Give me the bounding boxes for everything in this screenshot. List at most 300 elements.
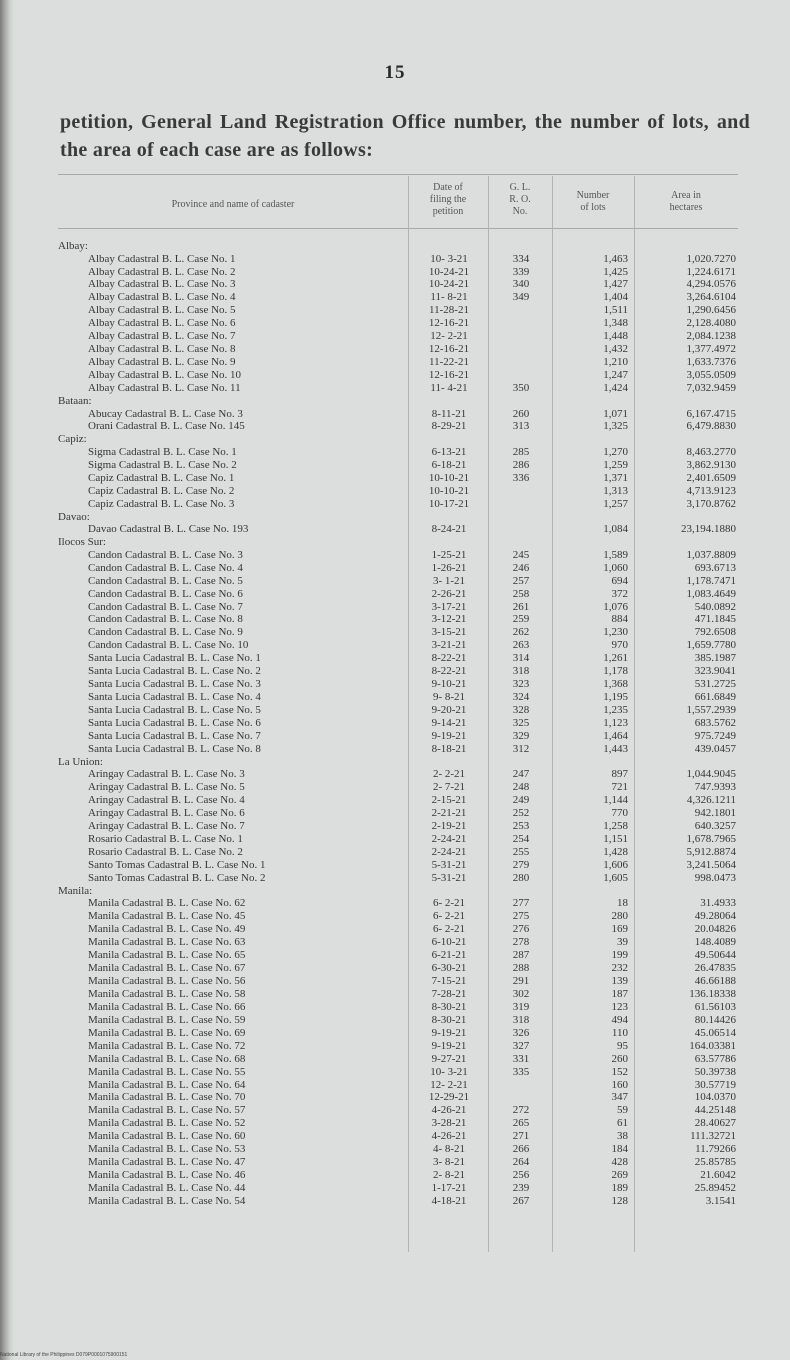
lot-count: 1,258 [603, 820, 628, 833]
area-hectares: 531.2725 [694, 678, 736, 691]
area-hectares: 45.06514 [694, 1026, 736, 1039]
table-row [58, 562, 738, 575]
area-hectares: 31.4933 [700, 897, 736, 910]
glro-number: 275 [512, 910, 530, 923]
glro-number: 247 [512, 768, 530, 781]
lot-count: 139 [611, 975, 628, 988]
table-row [58, 369, 738, 382]
area-hectares: 747.9393 [694, 781, 736, 794]
glro-number: 280 [512, 871, 530, 884]
area-hectares: 1,037.8809 [686, 548, 736, 561]
area-hectares: 1,678.7965 [686, 833, 736, 846]
area-hectares: 4,326.1211 [686, 794, 736, 807]
cadaster-name: Aringay Cadastral B. L. Case No. 7 [88, 820, 245, 833]
glro-number: 340 [512, 278, 530, 291]
filing-date: 4-26-21 [431, 1130, 467, 1143]
lot-count: 1,424 [603, 381, 628, 394]
filing-date: 8-22-21 [431, 652, 467, 665]
cadaster-name: Candon Cadastral B. L. Case No. 5 [88, 574, 243, 587]
filing-date: 10-10-21 [428, 471, 470, 484]
cadaster-name: Candon Cadastral B. L. Case No. 6 [88, 587, 243, 600]
table-row [58, 936, 738, 949]
lot-count: 1,144 [603, 794, 628, 807]
lot-count: 59 [617, 1104, 628, 1117]
lot-count: 1,076 [603, 600, 628, 613]
cadaster-name: Santa Lucia Cadastral B. L. Case No. 4 [88, 691, 261, 704]
glro-number: 334 [512, 252, 530, 265]
lot-count: 1,404 [603, 291, 628, 304]
filing-date: 10-24-21 [428, 265, 470, 278]
province-name: Albay: [58, 240, 88, 252]
area-hectares: 104.0370 [694, 1091, 736, 1104]
lot-count: 280 [611, 910, 628, 923]
table-row [58, 949, 738, 962]
glro-number: 327 [512, 1039, 530, 1052]
table-row [58, 485, 738, 498]
filing-date: 5-31-21 [431, 871, 467, 884]
lot-count: 1,448 [603, 330, 628, 343]
filing-date: 3-21-21 [431, 639, 467, 652]
header-name: Province and name of cadaster [171, 199, 295, 210]
area-hectares: 20.04826 [694, 923, 736, 936]
lot-count: 1,589 [603, 548, 628, 561]
filing-date: 8-29-21 [431, 420, 467, 433]
area-hectares: 6,479.8830 [686, 420, 736, 433]
header-area: Area in hectares [669, 190, 703, 213]
lot-count: 1,235 [603, 704, 628, 717]
table-row [58, 446, 738, 459]
filing-date: 12- 2-21 [430, 1078, 468, 1091]
area-hectares: 3,055.0509 [686, 369, 736, 382]
province-heading [58, 536, 738, 549]
cadaster-name: Aringay Cadastral B. L. Case No. 6 [88, 807, 245, 820]
table-row [58, 472, 738, 485]
filing-date: 10-24-21 [428, 278, 470, 291]
lot-count: 1,605 [603, 871, 628, 884]
table-row [58, 897, 738, 910]
filing-date: 11-28-21 [429, 304, 469, 317]
table-row [58, 639, 738, 652]
lot-count: 1,511 [603, 304, 628, 317]
cadaster-name: Manila Cadastral B. L. Case No. 70 [88, 1091, 246, 1104]
lot-count: 184 [611, 1143, 628, 1156]
area-hectares: 540.0892 [694, 600, 736, 613]
filing-date: 10- 3-21 [430, 252, 468, 265]
glro-number: 254 [512, 833, 530, 846]
lot-count: 494 [611, 1013, 628, 1026]
table-row [58, 781, 738, 794]
area-hectares: 44.25148 [694, 1104, 736, 1117]
table-row [58, 807, 738, 820]
filing-date: 11- 4-21 [430, 381, 468, 394]
cadaster-name: Albay Cadastral B. L. Case No. 11 [88, 381, 241, 394]
glro-number: 286 [512, 458, 530, 471]
filing-date: 8-30-21 [431, 1013, 467, 1026]
cadaster-name: Albay Cadastral B. L. Case No. 9 [88, 356, 236, 369]
table-row [58, 1104, 738, 1117]
area-hectares: 63.57786 [694, 1052, 736, 1065]
lot-count: 1,368 [603, 678, 628, 691]
table-row [58, 291, 738, 304]
glro-number: 349 [512, 291, 530, 304]
glro-number: 324 [512, 691, 530, 704]
cadaster-name: Manila Cadastral B. L. Case No. 46 [88, 1169, 246, 1182]
cadaster-name: Manila Cadastral B. L. Case No. 64 [88, 1078, 246, 1091]
filing-date: 7-28-21 [431, 987, 467, 1000]
table-row [58, 588, 738, 601]
area-hectares: 4,713.9123 [686, 484, 736, 497]
cadaster-name: Candon Cadastral B. L. Case No. 10 [88, 639, 249, 652]
cadaster-name: Candon Cadastral B. L. Case No. 7 [88, 600, 243, 613]
lot-count: 347 [611, 1091, 628, 1104]
table-row [58, 1117, 738, 1130]
cadaster-name: Rosario Cadastral B. L. Case No. 1 [88, 833, 243, 846]
glro-number: 318 [512, 1013, 530, 1026]
area-hectares: 471.1845 [694, 613, 736, 626]
table-row [58, 459, 738, 472]
page-binding-edge [0, 0, 14, 1360]
table-row [58, 665, 738, 678]
lot-count: 1,428 [603, 846, 628, 858]
area-hectares: 28.40627 [694, 1117, 736, 1130]
filing-date: 1-17-21 [431, 1182, 467, 1195]
area-hectares: 1,557.2939 [686, 704, 736, 717]
cadaster-name: Manila Cadastral B. L. Case No. 68 [88, 1052, 246, 1065]
cadaster-name: Santa Lucia Cadastral B. L. Case No. 3 [88, 678, 261, 691]
glro-number: 261 [512, 600, 530, 613]
glro-number: 288 [512, 962, 530, 975]
table-row [58, 872, 738, 885]
area-hectares: 2,128.4080 [686, 317, 736, 330]
cadaster-name: Capiz Cadastral B. L. Case No. 1 [88, 471, 235, 484]
area-hectares: 26.47835 [694, 962, 736, 975]
lot-count: 152 [611, 1065, 628, 1078]
filing-date: 9-10-21 [431, 678, 467, 691]
lot-count: 1,464 [603, 729, 628, 742]
lot-count: 1,060 [603, 561, 628, 574]
cadaster-name: Santa Lucia Cadastral B. L. Case No. 5 [88, 704, 261, 717]
glro-number: 245 [512, 548, 530, 561]
filing-date: 3-28-21 [431, 1117, 467, 1130]
cadaster-name: Manila Cadastral B. L. Case No. 49 [88, 923, 246, 936]
area-hectares: 1,290.6456 [686, 304, 736, 317]
area-hectares: 49.50644 [694, 949, 736, 962]
filing-date: 2-19-21 [431, 820, 467, 833]
table-row [58, 1053, 738, 1066]
province-heading [58, 240, 738, 253]
lot-count: 1,178 [603, 665, 628, 678]
table-row [58, 626, 738, 639]
province-heading [58, 395, 738, 408]
filing-date: 12-16-21 [428, 343, 470, 356]
area-hectares: 5,912.8874 [686, 846, 736, 858]
lot-count: 187 [611, 987, 628, 1000]
lot-count: 1,443 [603, 742, 628, 755]
cadaster-name: Albay Cadastral B. L. Case No. 2 [88, 265, 236, 278]
lot-count: 260 [611, 1052, 628, 1065]
lot-count: 38 [617, 1130, 628, 1143]
area-hectares: 2,084.1238 [686, 330, 736, 343]
lot-count: 39 [617, 936, 628, 949]
cadaster-name: Manila Cadastral B. L. Case No. 52 [88, 1117, 246, 1130]
table-row [58, 420, 738, 433]
filing-date: 9-27-21 [431, 1052, 467, 1065]
filing-date: 9-14-21 [431, 716, 467, 729]
glro-number: 278 [512, 936, 530, 949]
lot-count: 160 [611, 1078, 628, 1091]
filing-date: 7-15-21 [431, 975, 467, 988]
lot-count: 1,210 [603, 356, 628, 369]
filing-date: 9-19-21 [431, 1039, 467, 1052]
cadaster-name: Manila Cadastral B. L. Case No. 63 [88, 936, 246, 949]
cadaster-name: Manila Cadastral B. L. Case No. 60 [88, 1130, 246, 1143]
lot-count: 694 [611, 574, 628, 587]
lot-count: 1,151 [603, 833, 628, 846]
cadaster-name: Santo Tomas Cadastral B. L. Case No. 1 [88, 858, 266, 871]
cadaster-name: Albay Cadastral B. L. Case No. 10 [88, 369, 242, 382]
area-hectares: 1,659.7780 [686, 639, 736, 652]
glro-number: 279 [512, 858, 530, 871]
filing-date: 8-22-21 [431, 665, 467, 678]
table-row [58, 743, 738, 756]
province-name: Davao: [58, 510, 90, 523]
cadaster-name: Santa Lucia Cadastral B. L. Case No. 7 [88, 729, 261, 742]
filing-date: 3-12-21 [431, 613, 467, 626]
cadaster-name: Manila Cadastral B. L. Case No. 66 [88, 1000, 246, 1013]
filing-date: 3- 1-21 [432, 574, 466, 587]
filing-date: 4-26-21 [431, 1104, 467, 1117]
lot-count: 1,313 [603, 484, 628, 497]
table-row [58, 1182, 738, 1195]
intro-paragraph: petition, General Land Registration Office number, the number of lots, and the area of each case are as follows: [60, 111, 750, 161]
filing-date: 11-22-21 [429, 356, 469, 369]
table-row [58, 1091, 738, 1104]
filing-date: 6-13-21 [431, 445, 467, 458]
area-hectares: 21.6042 [700, 1169, 736, 1182]
lot-count: 269 [611, 1169, 628, 1182]
cadaster-name: Sigma Cadastral B. L. Case No. 2 [88, 458, 237, 471]
area-hectares: 80.14426 [694, 1013, 736, 1026]
glro-number: 277 [512, 897, 530, 910]
table-row [58, 730, 738, 743]
province-heading [58, 756, 738, 769]
cadaster-name: Capiz Cadastral B. L. Case No. 3 [88, 497, 235, 510]
glro-number: 263 [512, 639, 530, 652]
cadaster-name: Capiz Cadastral B. L. Case No. 2 [88, 484, 235, 497]
area-hectares: 6,167.4715 [686, 407, 736, 420]
lot-count: 1,427 [603, 278, 628, 291]
area-hectares: 50.39738 [694, 1065, 736, 1078]
lot-count: 18 [617, 897, 628, 910]
glro-number: 266 [512, 1143, 530, 1156]
lot-count: 1,247 [603, 369, 628, 382]
lot-count: 1,123 [603, 716, 628, 729]
cadaster-name: Orani Cadastral B. L. Case No. 145 [88, 420, 245, 433]
lot-count: 1,259 [603, 458, 628, 471]
area-hectares: 661.6849 [694, 691, 736, 704]
cadaster-name: Albay Cadastral B. L. Case No. 8 [88, 343, 236, 356]
table-row [58, 1156, 738, 1169]
lot-count: 1,230 [603, 626, 628, 639]
cadaster-name: Santa Lucia Cadastral B. L. Case No. 2 [88, 665, 261, 678]
filing-date: 2- 2-21 [432, 768, 466, 781]
table-row [58, 1079, 738, 1092]
page-number: 15 [384, 62, 406, 83]
glro-number: 323 [512, 678, 530, 691]
province-name: La Union: [58, 755, 103, 768]
lot-count: 1,195 [603, 691, 628, 704]
table-row [58, 975, 738, 988]
cadaster-name: Albay Cadastral B. L. Case No. 5 [88, 304, 236, 317]
table-header-rule [58, 228, 738, 229]
cadaster-name: Aringay Cadastral B. L. Case No. 5 [88, 781, 245, 794]
area-hectares: 3,170.8762 [686, 497, 736, 510]
filing-date: 6-30-21 [431, 962, 467, 975]
lot-count: 770 [611, 807, 628, 820]
cadaster-name: Aringay Cadastral B. L. Case No. 4 [88, 794, 245, 807]
province-name: Manila: [58, 884, 93, 897]
filing-date: 1-25-21 [431, 548, 467, 561]
table-row [58, 1066, 738, 1079]
table-row [58, 601, 738, 614]
cadaster-name: Manila Cadastral B. L. Case No. 69 [88, 1026, 246, 1039]
lot-count: 721 [611, 781, 628, 794]
filing-date: 6- 2-21 [432, 897, 466, 910]
area-hectares: 4,294.0576 [686, 278, 736, 291]
table-row [58, 408, 738, 421]
table-row [58, 330, 738, 343]
province-name: Ilocos Sur: [58, 536, 106, 549]
glro-number: 336 [512, 471, 530, 484]
province-heading [58, 433, 738, 446]
filing-date: 8-30-21 [431, 1000, 467, 1013]
lot-count: 189 [611, 1182, 628, 1195]
table-row [58, 833, 738, 846]
cadaster-name: Manila Cadastral B. L. Case No. 65 [88, 949, 246, 962]
area-hectares: 3,264.6104 [686, 291, 736, 304]
filing-date: 11- 8-21 [430, 291, 468, 304]
area-hectares: 136.18338 [689, 987, 736, 1000]
lot-count: 1,270 [603, 445, 628, 458]
cadaster-name: Manila Cadastral B. L. Case No. 57 [88, 1104, 246, 1117]
table-row [58, 820, 738, 833]
filing-date: 6- 2-21 [432, 923, 466, 936]
table-row [58, 278, 738, 291]
area-hectares: 1,377.4972 [686, 343, 736, 356]
lot-count: 1,348 [603, 317, 628, 330]
cadaster-name: Davao Cadastral B. L. Case No. 193 [88, 523, 249, 536]
cadaster-name: Aringay Cadastral B. L. Case No. 3 [88, 768, 245, 781]
cadaster-name: Manila Cadastral B. L. Case No. 59 [88, 1013, 246, 1026]
area-hectares: 11.79266 [695, 1143, 736, 1156]
lot-count: 1,071 [603, 407, 628, 420]
lot-count: 61 [617, 1117, 628, 1130]
table-row [58, 523, 738, 536]
province-heading [58, 885, 738, 898]
cadaster-name: Santo Tomas Cadastral B. L. Case No. 2 [88, 871, 266, 884]
glro-number: 258 [512, 587, 530, 600]
header-glro: G. L. R. O. No. [509, 182, 531, 217]
area-hectares: 3,241.5064 [686, 858, 736, 871]
header-date: Date of filing the petition [429, 182, 467, 217]
cadaster-name: Santa Lucia Cadastral B. L. Case No. 6 [88, 716, 261, 729]
area-hectares: 111.32721 [690, 1130, 736, 1143]
filing-date: 5-31-21 [431, 858, 467, 871]
area-hectares: 385.1987 [694, 652, 736, 665]
cadaster-name: Santa Lucia Cadastral B. L. Case No. 8 [88, 742, 261, 755]
table-row [58, 717, 738, 730]
table-row [58, 356, 738, 369]
table-row [58, 253, 738, 266]
header-lots: Number of lots [576, 190, 610, 213]
cadaster-name: Manila Cadastral B. L. Case No. 62 [88, 897, 246, 910]
table-row [58, 962, 738, 975]
scan-footer: National Library of the Philippines D079P0001075900151 [0, 1352, 128, 1358]
table-row [58, 859, 738, 872]
glro-number: 326 [512, 1026, 530, 1039]
table-row [58, 923, 738, 936]
filing-date: 12- 2-21 [430, 330, 468, 343]
lot-count: 1,084 [603, 523, 628, 536]
filing-date: 2-26-21 [431, 587, 467, 600]
filing-date: 6- 2-21 [432, 910, 466, 923]
area-hectares: 30.57719 [694, 1078, 736, 1091]
table-row [58, 266, 738, 279]
province-name: Bataan: [58, 394, 92, 407]
area-hectares: 7,032.9459 [686, 381, 736, 394]
filing-date: 9-19-21 [431, 1026, 467, 1039]
table-row [58, 846, 738, 859]
glro-number: 272 [512, 1104, 530, 1117]
area-hectares: 23,194.1880 [681, 523, 736, 536]
filing-date: 8-18-21 [431, 742, 467, 755]
area-hectares: 942.1801 [694, 807, 736, 820]
filing-date: 12-16-21 [428, 317, 470, 330]
filing-date: 2- 7-21 [432, 781, 466, 794]
glro-number: 262 [512, 626, 530, 639]
cadaster-name: Candon Cadastral B. L. Case No. 4 [88, 561, 243, 574]
filing-date: 3-17-21 [431, 600, 467, 613]
glro-number: 265 [512, 1117, 530, 1130]
table-row [58, 1027, 738, 1040]
glro-number: 253 [512, 820, 530, 833]
filing-date: 6-18-21 [431, 458, 467, 471]
cadaster-name: Manila Cadastral B. L. Case No. 56 [88, 975, 246, 988]
filing-date: 8-24-21 [431, 523, 467, 536]
lot-count: 1,425 [603, 265, 628, 278]
glro-number: 314 [512, 652, 530, 665]
area-hectares: 792.6508 [694, 626, 736, 639]
filing-date: 12-29-21 [428, 1091, 470, 1104]
filing-date: 1-26-21 [431, 561, 467, 574]
glro-number: 260 [512, 407, 530, 420]
table-row [58, 910, 738, 923]
glro-number: 302 [512, 987, 530, 1000]
filing-date: 6-10-21 [431, 936, 467, 949]
area-hectares: 2,401.6509 [686, 471, 736, 484]
cadaster-name: Manila Cadastral B. L. Case No. 72 [88, 1039, 246, 1052]
cadaster-name: Sigma Cadastral B. L. Case No. 1 [88, 445, 237, 458]
glro-number: 276 [512, 923, 530, 936]
glro-number: 246 [512, 561, 530, 574]
filing-date: 10-10-21 [428, 484, 470, 497]
lot-count: 110 [611, 1026, 628, 1039]
table-row [58, 304, 738, 317]
area-hectares: 25.85785 [694, 1156, 736, 1169]
lot-count: 372 [611, 587, 628, 600]
glro-number: 267 [512, 1194, 530, 1207]
glro-number: 257 [512, 574, 530, 587]
